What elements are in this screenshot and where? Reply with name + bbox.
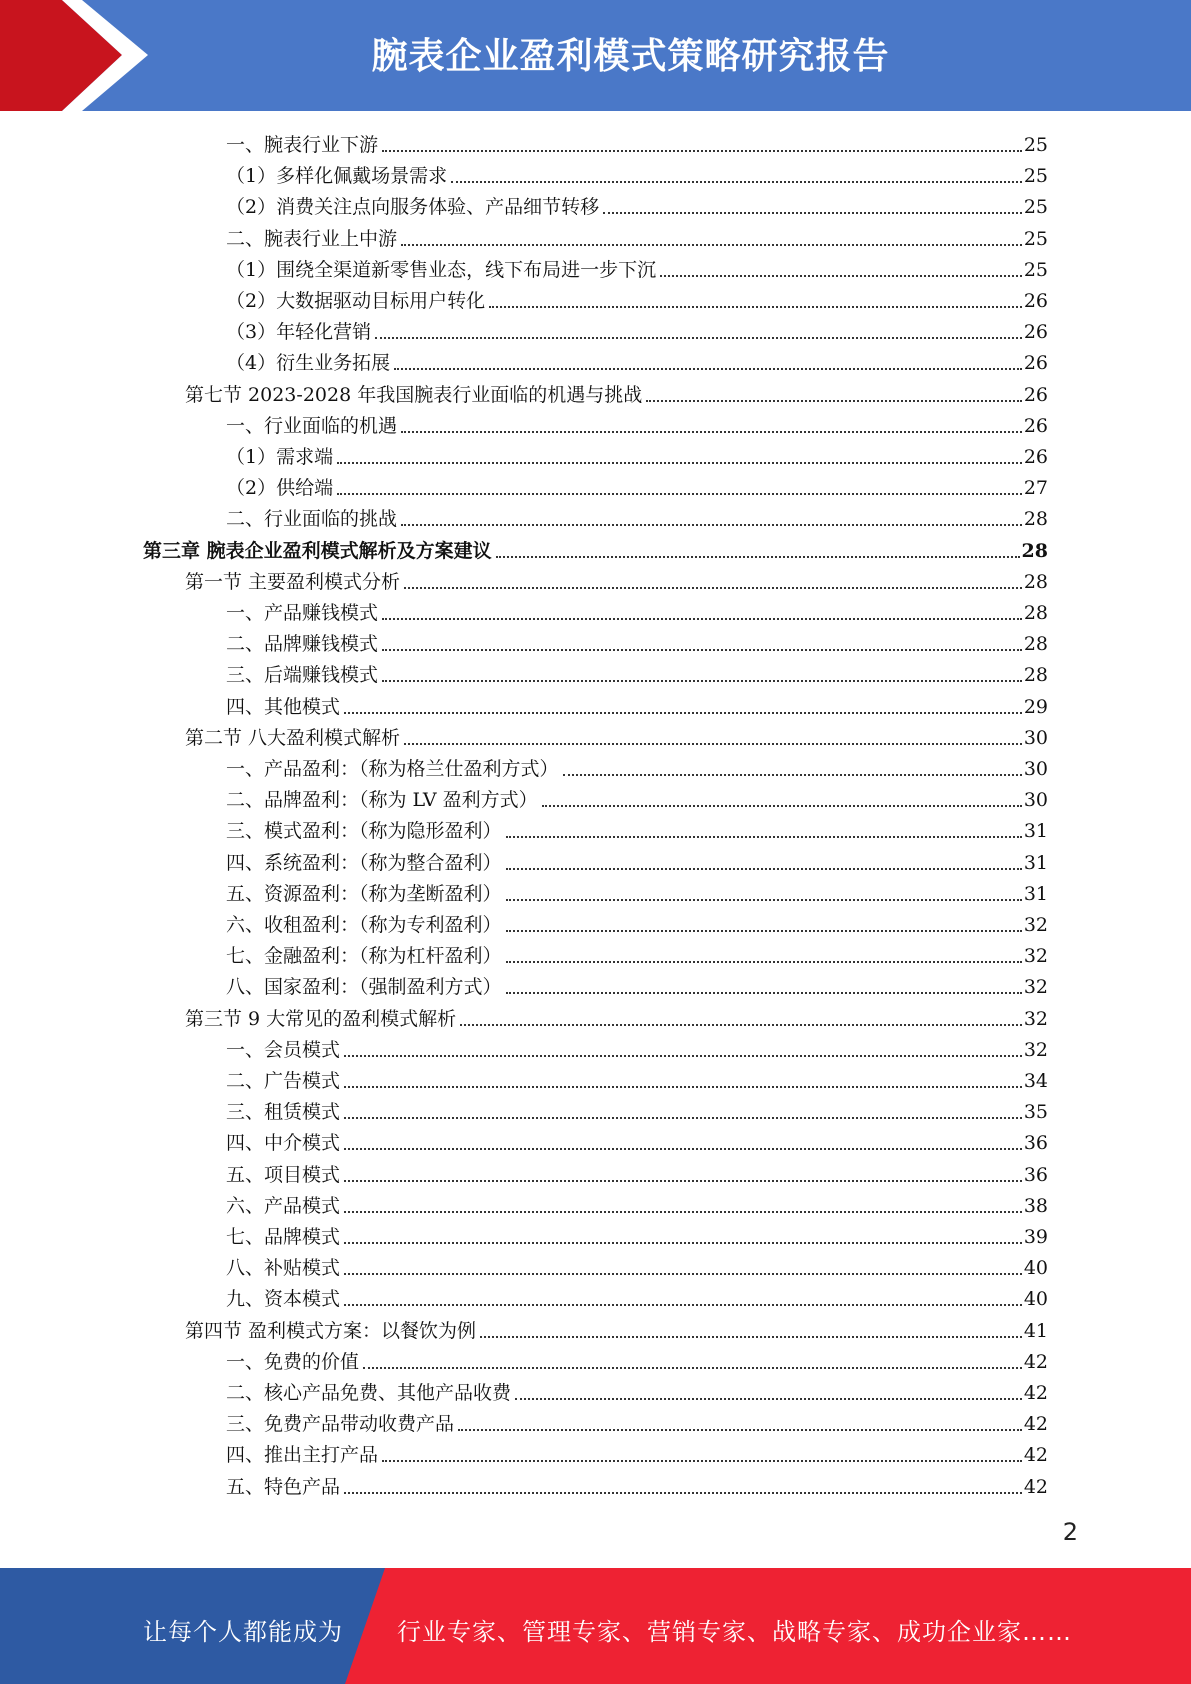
toc-entry-title: 五、项目模式 bbox=[226, 1163, 341, 1186]
toc-entry-page: 32 bbox=[1023, 1007, 1048, 1030]
toc-entry[interactable] bbox=[226, 876, 1048, 906]
toc-entry-title: （2）大数据驱动目标用户转化 bbox=[226, 290, 486, 312]
toc-entry[interactable] bbox=[226, 626, 1048, 656]
page-title: 腕表企业盈利模式策略研究报告 bbox=[371, 36, 890, 77]
toc-entry[interactable] bbox=[226, 595, 1048, 625]
toc-entry-page: 31 bbox=[1023, 851, 1048, 874]
toc-entry[interactable] bbox=[185, 720, 1048, 750]
page-footer bbox=[0, 1568, 1191, 1684]
toc-entry-title: 第七节 2023-2028 年我国腕表行业面临的机遇与挑战 bbox=[185, 383, 643, 406]
toc-entry-title: 二、品牌赚钱模式 bbox=[226, 633, 379, 656]
toc-entry[interactable] bbox=[185, 377, 1048, 407]
toc-dot-leader bbox=[344, 712, 1022, 714]
toc-entry-page: 28 bbox=[1023, 633, 1048, 656]
toc-entry-title: 三、免费产品带动收费产品 bbox=[226, 1413, 455, 1436]
toc-dot-leader bbox=[382, 618, 1022, 620]
toc-entry[interactable] bbox=[226, 189, 1048, 219]
toc-dot-leader bbox=[382, 649, 1022, 651]
toc-dot-leader bbox=[344, 1148, 1022, 1150]
toc-entry-title: 七、金融盈利：（称为杠杆盈利） bbox=[226, 945, 502, 968]
toc-entry[interactable] bbox=[226, 252, 1048, 282]
toc-entry-title: （2）消费关注点向服务体验、产品细节转移 bbox=[226, 196, 600, 219]
toc-entry-title: 四、其他模式 bbox=[226, 695, 341, 718]
toc-entry-title: 二、广告模式 bbox=[226, 1070, 341, 1092]
toc-dot-leader bbox=[344, 1086, 1022, 1088]
toc-entry-title: 四、推出主打产品 bbox=[226, 1444, 379, 1467]
toc-entry-page: 32 bbox=[1023, 976, 1048, 999]
toc-dot-leader bbox=[506, 899, 1022, 901]
toc-entry[interactable] bbox=[226, 938, 1048, 968]
toc-entry-page: 32 bbox=[1023, 914, 1048, 936]
toc-entry-title: 第三章 腕表企业盈利模式解析及方案建议 bbox=[143, 539, 492, 562]
toc-entry-title: 三、租赁模式 bbox=[226, 1101, 341, 1124]
page-header bbox=[0, 0, 1191, 111]
toc-entry[interactable] bbox=[226, 345, 1048, 375]
toc-entry-page: 36 bbox=[1023, 1163, 1048, 1186]
toc-dot-leader bbox=[375, 337, 1022, 339]
toc-dot-leader bbox=[563, 774, 1022, 776]
toc-dot-leader bbox=[496, 556, 1020, 558]
toc-dot-leader bbox=[451, 181, 1022, 183]
toc-dot-leader bbox=[603, 212, 1022, 214]
toc-dot-leader bbox=[460, 1024, 1022, 1026]
toc-entry[interactable] bbox=[226, 501, 1048, 531]
toc-entry-title: 一、产品赚钱模式 bbox=[226, 602, 379, 624]
toc-entry-page: 31 bbox=[1023, 882, 1048, 905]
toc-entry-page: 25 bbox=[1023, 196, 1048, 219]
toc-entry-page: 40 bbox=[1023, 1288, 1048, 1311]
toc-entry-page: 36 bbox=[1023, 1132, 1048, 1155]
toc-entry-page: 27 bbox=[1023, 477, 1048, 500]
toc-entry[interactable] bbox=[226, 283, 1048, 313]
toc-entry[interactable] bbox=[226, 1188, 1048, 1218]
toc-dot-leader bbox=[480, 1336, 1022, 1338]
toc-entry[interactable] bbox=[226, 1094, 1048, 1124]
toc-entry-title: 第二节 八大盈利模式解析 bbox=[185, 726, 401, 749]
toc-entry-page: 25 bbox=[1023, 134, 1048, 156]
toc-entry-page: 38 bbox=[1023, 1194, 1048, 1217]
toc-dot-leader bbox=[401, 431, 1022, 433]
toc-dot-leader bbox=[458, 1429, 1022, 1431]
toc-dot-leader bbox=[344, 1273, 1022, 1275]
toc-dot-leader bbox=[382, 680, 1022, 682]
toc-dot-leader bbox=[344, 1304, 1022, 1306]
toc-entry-page: 31 bbox=[1023, 820, 1048, 843]
toc-entry-page: 26 bbox=[1023, 383, 1048, 406]
toc-entry-title: 三、模式盈利：（称为隐形盈利） bbox=[226, 820, 502, 843]
toc-dot-leader bbox=[382, 150, 1022, 152]
toc-entry[interactable] bbox=[226, 1063, 1048, 1093]
toc-dot-leader bbox=[394, 368, 1022, 370]
toc-entry-title: （1）多样化佩戴场景需求 bbox=[226, 165, 448, 188]
toc-entry-page: 25 bbox=[1023, 227, 1048, 250]
footer-slogan-right: 行业专家、管理专家、营销专家、战略专家、成功企业家…… bbox=[397, 1618, 1072, 1646]
toc-dot-leader bbox=[344, 1211, 1022, 1213]
toc-entry-title: 六、收租盈利：（称为专利盈利） bbox=[226, 914, 502, 936]
toc-entry-title: （4）衍生业务拓展 bbox=[226, 352, 391, 375]
toc-entry-page: 42 bbox=[1023, 1444, 1048, 1467]
toc-entry-title: 一、免费的价值 bbox=[226, 1350, 360, 1373]
toc-entry-page: 29 bbox=[1023, 695, 1048, 718]
toc-entry[interactable] bbox=[143, 533, 1048, 563]
toc-dot-leader bbox=[506, 992, 1022, 994]
toc-dot-leader bbox=[344, 1242, 1022, 1244]
toc-entry-title: 一、腕表行业下游 bbox=[226, 134, 379, 156]
page-number: 2 bbox=[1062, 1518, 1078, 1546]
toc-entry[interactable] bbox=[226, 845, 1048, 875]
toc-entry[interactable] bbox=[226, 813, 1048, 843]
toc-dot-leader bbox=[337, 493, 1022, 495]
toc-dot-leader bbox=[401, 524, 1022, 526]
toc-entry-title: 第三节 9 大常见的盈利模式解析 bbox=[185, 1007, 457, 1030]
toc-dot-leader bbox=[506, 961, 1022, 963]
toc-entry[interactable] bbox=[226, 158, 1048, 188]
toc-entry[interactable] bbox=[185, 564, 1048, 594]
toc-entry-title: 二、品牌盈利：（称为 LV 盈利方式） bbox=[226, 789, 538, 812]
toc-dot-leader bbox=[660, 275, 1022, 277]
toc-entry-page: 25 bbox=[1023, 165, 1048, 188]
toc-dot-leader bbox=[401, 244, 1022, 246]
toc-entry[interactable] bbox=[226, 470, 1048, 500]
toc-entry-title: 四、系统盈利：（称为整合盈利） bbox=[226, 851, 502, 874]
toc-entry[interactable] bbox=[226, 907, 1048, 937]
toc-entry-page: 28 bbox=[1021, 539, 1048, 562]
toc-entry-title: 六、产品模式 bbox=[226, 1194, 341, 1217]
toc-entry-title: 一、会员模式 bbox=[226, 1038, 341, 1061]
toc-dot-leader bbox=[489, 306, 1022, 308]
toc-dot-leader bbox=[515, 1398, 1022, 1400]
toc-entry-page: 32 bbox=[1023, 1038, 1048, 1061]
toc-entry-page: 41 bbox=[1023, 1319, 1048, 1342]
toc-dot-leader bbox=[344, 1492, 1022, 1494]
toc-entry[interactable] bbox=[226, 1375, 1048, 1405]
toc-entry-page: 26 bbox=[1023, 352, 1048, 375]
toc-entry[interactable] bbox=[226, 1281, 1048, 1311]
toc-entry-title: 一、行业面临的机遇 bbox=[226, 414, 398, 437]
toc-entry-title: 一、产品盈利：（称为格兰仕盈利方式） bbox=[226, 758, 559, 780]
toc-entry-page: 34 bbox=[1023, 1070, 1048, 1092]
toc-entry-page: 30 bbox=[1023, 789, 1048, 812]
toc-entry-page: 39 bbox=[1023, 1226, 1048, 1248]
toc-entry[interactable] bbox=[226, 1437, 1048, 1467]
toc-entry[interactable] bbox=[226, 314, 1048, 344]
toc-entry[interactable] bbox=[226, 1032, 1048, 1062]
toc-entry-page: 42 bbox=[1023, 1413, 1048, 1436]
toc-entry-title: 二、腕表行业上中游 bbox=[226, 227, 398, 250]
toc-entry-page: 26 bbox=[1023, 321, 1048, 344]
toc-entry[interactable] bbox=[226, 969, 1048, 999]
toc-dot-leader bbox=[404, 587, 1022, 589]
toc-entry-page: 35 bbox=[1023, 1101, 1048, 1124]
toc-entry-page: 42 bbox=[1023, 1350, 1048, 1373]
toc-entry-title: 九、资本模式 bbox=[226, 1288, 341, 1311]
toc-entry-title: （1）围绕全渠道新零售业态，线下布局进一步下沉 bbox=[226, 258, 657, 281]
toc-entry[interactable] bbox=[226, 1125, 1048, 1155]
toc-dot-leader bbox=[344, 1180, 1022, 1182]
toc-entry-title: 第一节 主要盈利模式分析 bbox=[185, 570, 401, 593]
toc-entry-title: 四、中介模式 bbox=[226, 1132, 341, 1155]
toc-entry[interactable] bbox=[185, 1001, 1048, 1031]
toc-dot-leader bbox=[506, 868, 1022, 870]
toc-entry[interactable] bbox=[226, 1250, 1048, 1280]
toc-entry-title: 第四节 盈利模式方案：以餐饮为例 bbox=[185, 1319, 477, 1342]
toc-entry-title: （2）供给端 bbox=[226, 477, 334, 500]
toc-entry-page: 28 bbox=[1023, 602, 1048, 624]
toc-entry[interactable] bbox=[226, 1406, 1048, 1436]
toc-dot-leader bbox=[506, 930, 1022, 932]
toc-entry-page: 28 bbox=[1023, 664, 1048, 687]
toc-entry-page: 32 bbox=[1023, 945, 1048, 968]
toc-entry-page: 26 bbox=[1023, 414, 1048, 437]
toc-dot-leader bbox=[506, 836, 1022, 838]
footer-slogan-left: 让每个人都能成为 bbox=[143, 1618, 343, 1646]
toc-entry[interactable] bbox=[226, 782, 1048, 812]
toc-dot-leader bbox=[646, 400, 1022, 402]
toc-entry[interactable] bbox=[226, 657, 1048, 687]
toc-entry-page: 42 bbox=[1023, 1475, 1048, 1498]
toc-entry-page: 28 bbox=[1023, 508, 1048, 531]
toc-entry[interactable] bbox=[185, 1313, 1048, 1343]
toc-entry[interactable] bbox=[226, 1469, 1048, 1499]
toc-dot-leader bbox=[344, 1117, 1022, 1119]
toc-entry[interactable] bbox=[226, 1344, 1048, 1374]
toc-entry[interactable] bbox=[226, 1219, 1048, 1249]
toc-dot-leader bbox=[337, 462, 1022, 464]
toc-entry[interactable] bbox=[226, 127, 1048, 157]
toc-entry-title: 三、后端赚钱模式 bbox=[226, 664, 379, 687]
toc-entry[interactable] bbox=[226, 1157, 1048, 1187]
toc-dot-leader bbox=[382, 1460, 1022, 1462]
toc-entry-title: （1）需求端 bbox=[226, 446, 334, 468]
toc-entry-page: 30 bbox=[1023, 726, 1048, 749]
toc-entry-page: 40 bbox=[1023, 1257, 1048, 1280]
toc-entry[interactable] bbox=[226, 439, 1048, 469]
toc-entry-page: 30 bbox=[1023, 758, 1048, 780]
toc-entry-page: 42 bbox=[1023, 1382, 1048, 1404]
toc-entry-title: 二、核心产品免费、其他产品收费 bbox=[226, 1382, 512, 1404]
toc-entry-page: 25 bbox=[1023, 258, 1048, 281]
toc-entry-title: 二、行业面临的挑战 bbox=[226, 508, 398, 531]
toc-entry-title: 七、品牌模式 bbox=[226, 1226, 341, 1248]
toc-entry-title: 五、资源盈利：（称为垄断盈利） bbox=[226, 882, 502, 905]
toc-dot-leader bbox=[542, 805, 1022, 807]
toc-entry[interactable] bbox=[226, 751, 1048, 781]
toc-entry-page: 26 bbox=[1023, 290, 1048, 312]
toc-dot-leader bbox=[404, 743, 1022, 745]
toc-entry[interactable] bbox=[226, 408, 1048, 438]
toc-entry-title: 八、国家盈利：（强制盈利方式） bbox=[226, 976, 502, 999]
toc-entry[interactable] bbox=[226, 689, 1048, 719]
toc-dot-leader bbox=[363, 1367, 1022, 1369]
toc-entry-title: （3）年轻化营销 bbox=[226, 321, 372, 344]
toc-dot-leader bbox=[344, 1055, 1022, 1057]
toc-entry-title: 八、补贴模式 bbox=[226, 1257, 341, 1280]
toc-entry-page: 26 bbox=[1023, 446, 1048, 468]
toc-entry[interactable] bbox=[226, 221, 1048, 251]
toc-entry-page: 28 bbox=[1023, 570, 1048, 593]
toc-entry-title: 五、特色产品 bbox=[226, 1475, 341, 1498]
